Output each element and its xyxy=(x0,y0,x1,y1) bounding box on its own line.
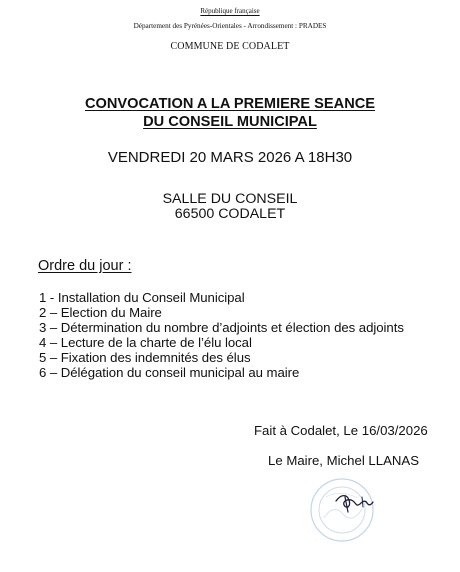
agenda-item-1: 1 - Installation du Conseil Municipal xyxy=(39,290,245,305)
agenda-item-6: 6 – Délégation du conseil municipal au maire xyxy=(39,365,300,380)
handwritten-signature xyxy=(334,488,378,516)
signature-place-date: Fait à Codalet, Le 16/03/2026 xyxy=(254,423,428,438)
signature-name: Le Maire, Michel LLANAS xyxy=(268,453,419,468)
agenda-item-2: 2 – Election du Maire xyxy=(39,305,162,320)
title-line-1: CONVOCATION A LA PREMIERE SEANCE xyxy=(85,96,375,112)
department-header: Département des Pyrénées-Orientales - Arrondissement : PRADES xyxy=(133,22,327,30)
agenda-item-4: 4 – Lecture de la charte de l’élu local xyxy=(39,335,252,350)
venue-line-1: SALLE DU CONSEIL xyxy=(162,191,298,207)
title-line-2: DU CONSEIL MUNICIPAL xyxy=(143,114,317,130)
commune-name: COMMUNE DE CODALET xyxy=(170,41,290,52)
agenda-heading: Ordre du jour : xyxy=(38,258,132,274)
agenda-item-5: 5 – Fixation des indemnités des élus xyxy=(39,350,251,365)
agenda-item-3: 3 – Détermination du nombre d’adjoints et élection des adjoints xyxy=(39,320,404,335)
meeting-date: VENDREDI 20 MARS 2026 A 18H30 xyxy=(107,149,353,166)
republic-header: République française xyxy=(200,7,260,15)
venue-line-2: 66500 CODALET xyxy=(174,206,286,222)
